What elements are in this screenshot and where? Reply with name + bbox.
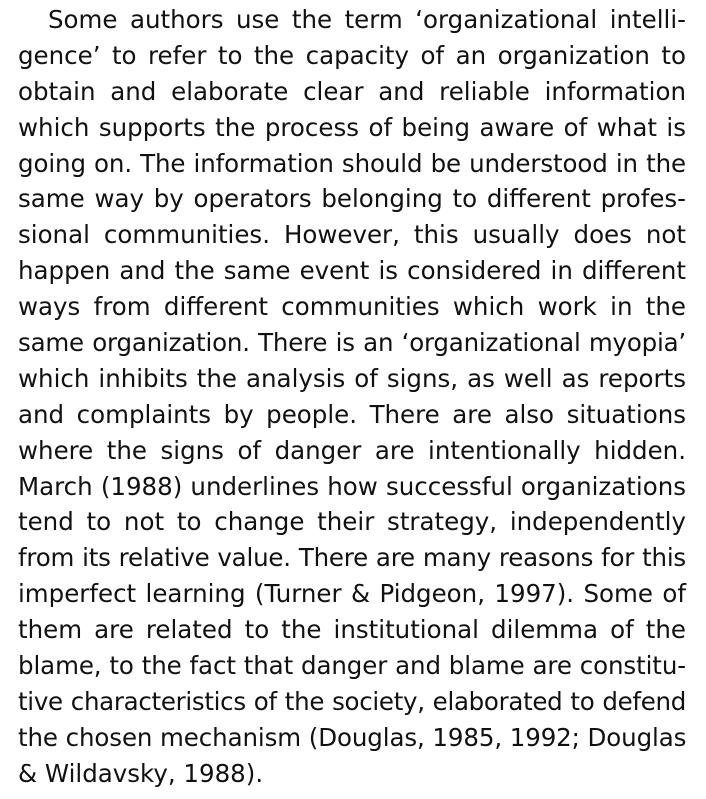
paragraph-line: the chosen mechanism (Douglas, 1985, 1992; Douglas [18, 722, 687, 752]
paragraph-line: blame, to the fact that danger and blame are constitu- [18, 651, 686, 681]
paragraph-line: imperfect learning (Turner & Pidgeon, 1997). Some of [18, 579, 686, 609]
paragraph-line: from its relative value. There are many reasons for this [18, 543, 686, 573]
paragraph-line: obtain and elaborate clear and reliable information [18, 76, 686, 106]
paragraph-line: which inhibits the analysis of signs, as well as reports [18, 363, 686, 393]
paragraph-line: tive characteristics of the society, elaborated to defend [18, 686, 686, 716]
paragraph-line: Some authors use the term ‘organizational intelli- [48, 5, 686, 34]
paragraph-line: them are related to the institutional dilemma of the [18, 615, 686, 645]
body-paragraph [18, 2, 686, 792]
paragraph-line: sional communities. However, this usually does not [18, 220, 686, 250]
paragraph-line: gence’ to refer to the capacity of an organization to [18, 40, 686, 70]
paragraph-line: same organization. There is an ‘organizational myopia’ [18, 328, 686, 358]
paragraph-line: and complaints by people. There are also situations [18, 399, 686, 429]
paragraph-line: & Wildavsky, 1988). [18, 758, 264, 788]
paragraph-line: same way by operators belonging to different profes- [18, 184, 686, 214]
paragraph-line: happen and the same event is considered in different [18, 256, 686, 286]
paragraph-line: which supports the process of being aware of what is [18, 112, 686, 142]
paragraph-line: ways from different communities which work in the [18, 292, 686, 322]
paragraph-line: going on. The information should be understood in the [18, 148, 686, 178]
paragraph-line: March (1988) underlines how successful organizations [18, 471, 686, 501]
paragraph-line: where the signs of danger are intentionally hidden. [18, 435, 686, 465]
paragraph-line: tend to not to change their strategy, independently [18, 507, 686, 537]
